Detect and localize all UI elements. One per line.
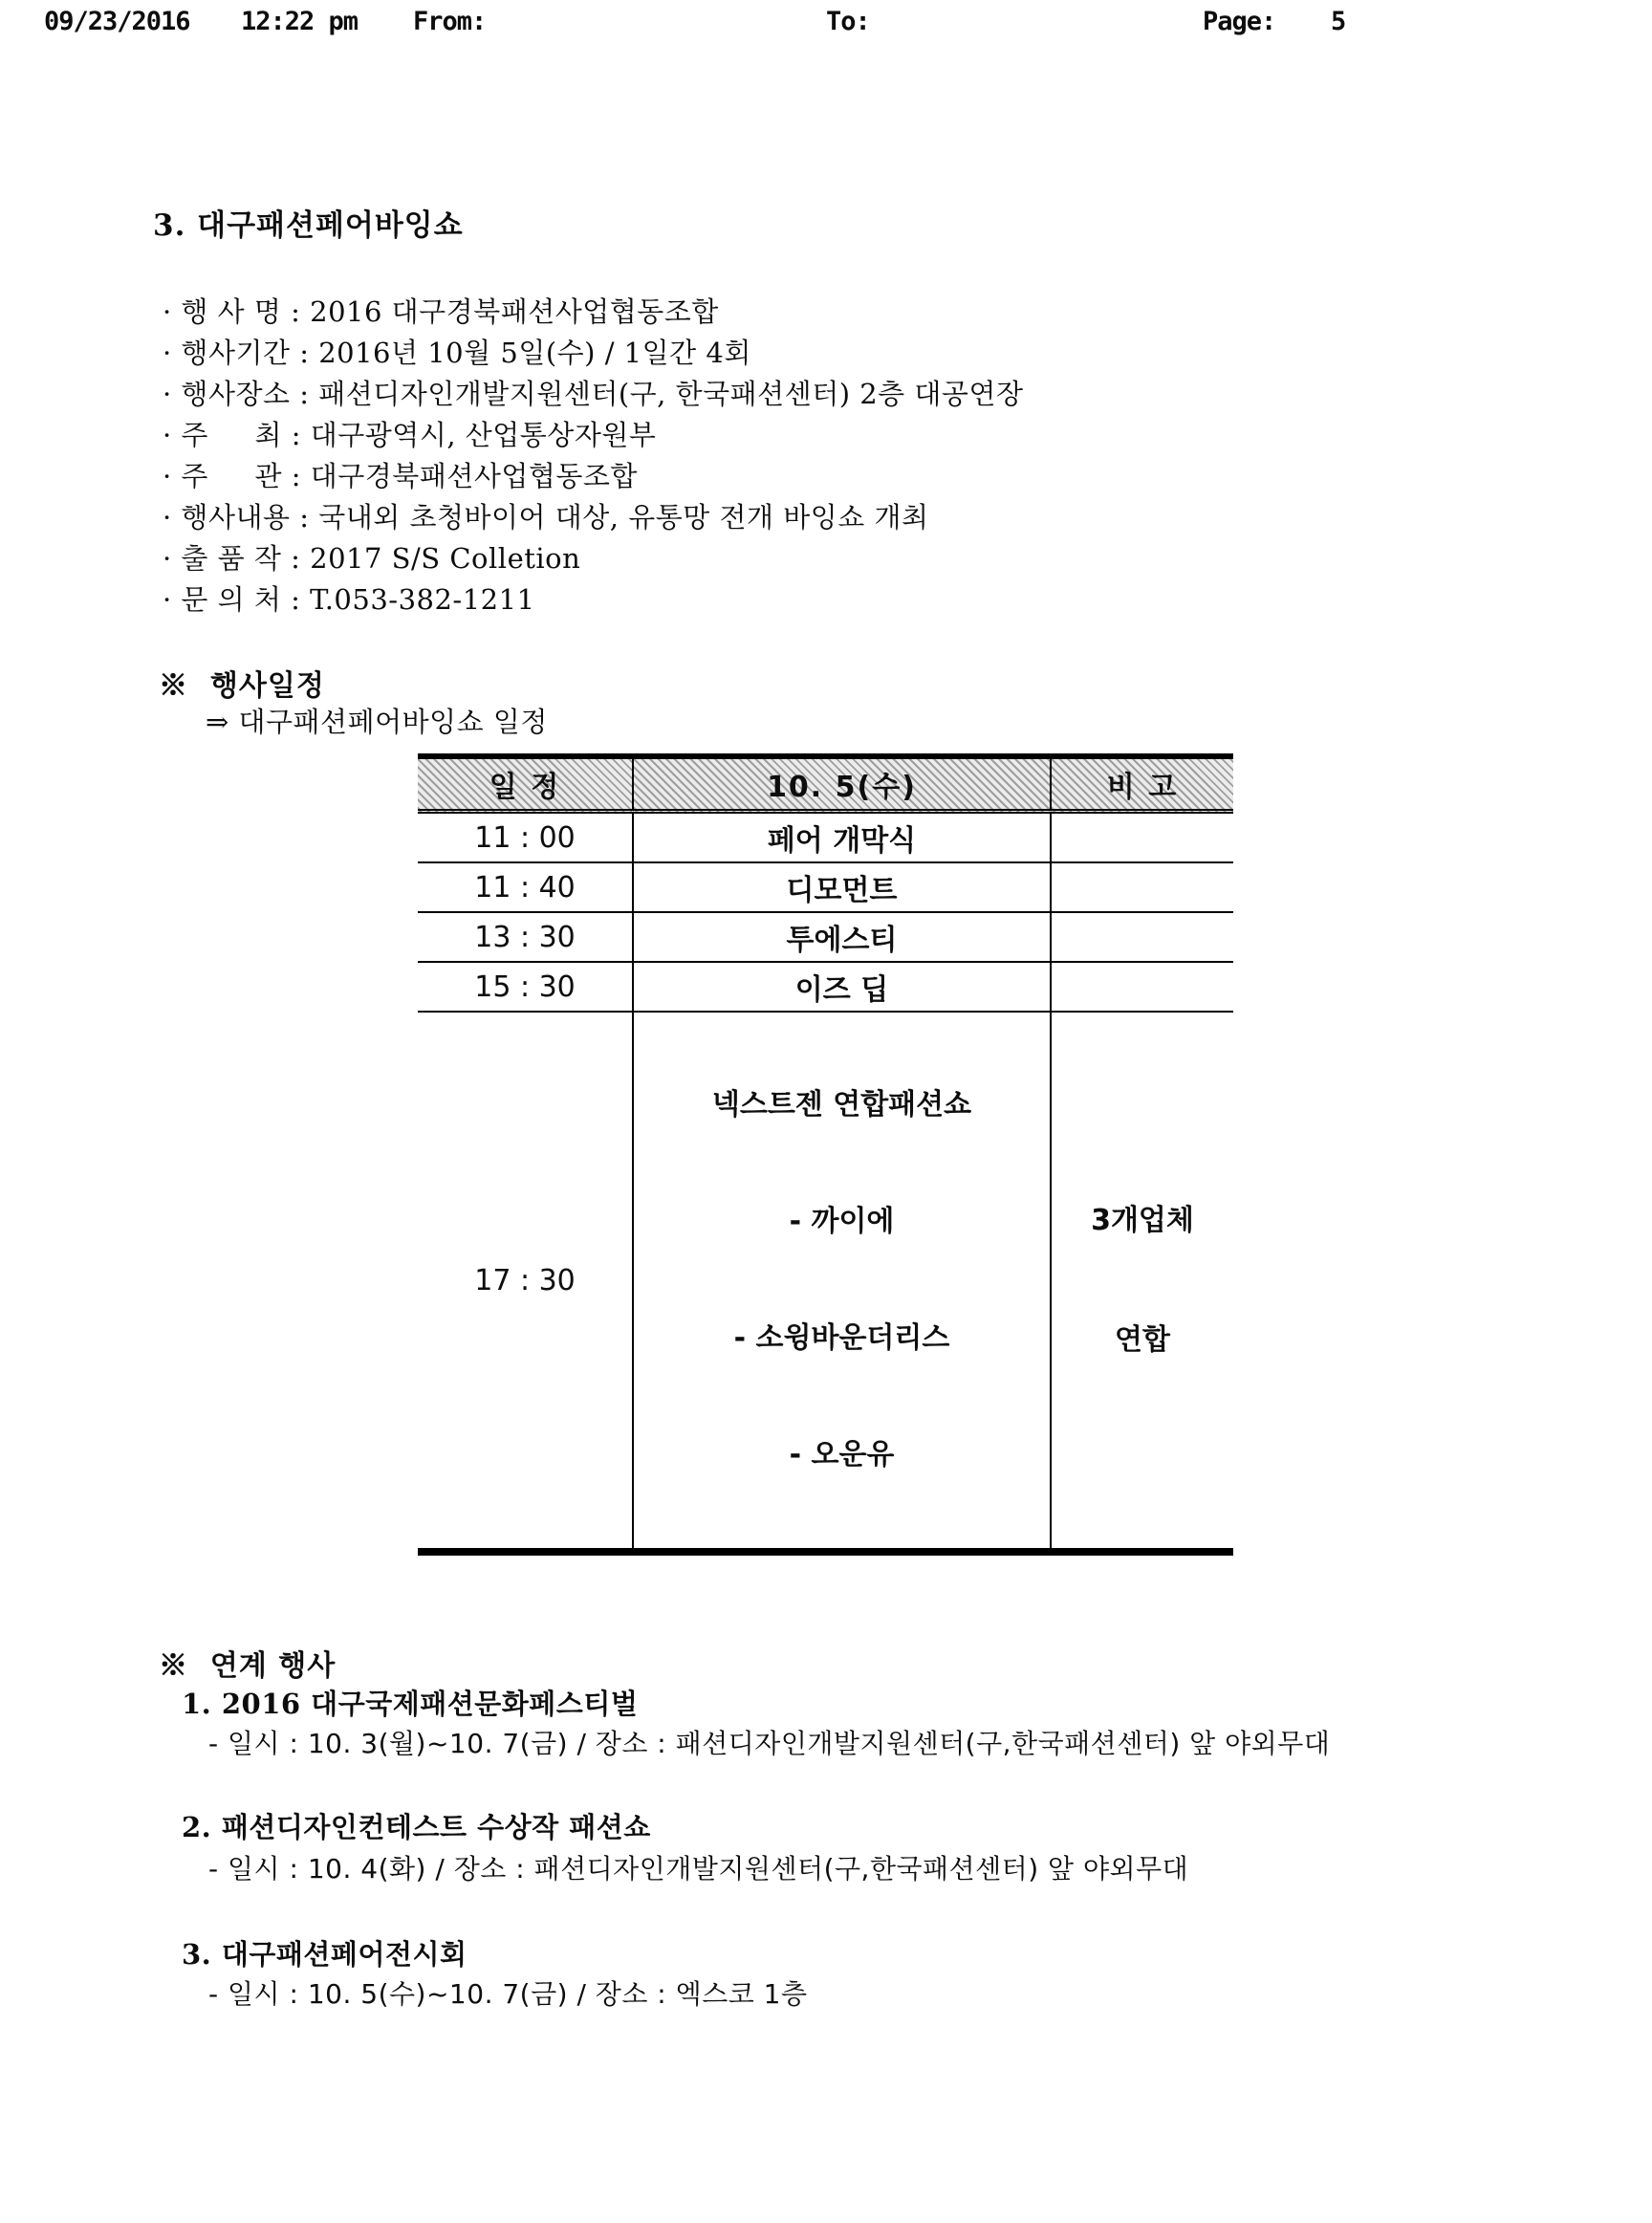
table-row xyxy=(418,962,1233,1012)
event-details-list xyxy=(163,292,1023,621)
fax-from-label: From: xyxy=(413,7,487,36)
note-line: 3개업체 xyxy=(1091,1204,1194,1237)
time-cell: 13 : 30 xyxy=(418,912,633,962)
fax-to-label: To: xyxy=(826,7,870,36)
schedule-subheading: ⇒ 대구패션페어바잉쇼 일정 xyxy=(206,706,548,738)
time-cell: 15 : 30 xyxy=(418,962,633,1012)
detail-line-event-content: · 행사내용 : 국내외 초청바이어 대상, 유통망 전개 바잉쇼 개최 xyxy=(163,501,929,534)
time-cell: 17 : 30 xyxy=(474,1263,576,1297)
related-item-detail: - 일시 : 10. 5(수)~10. 7(금) / 장소 : 엑스코 1층 xyxy=(208,1978,808,2010)
detail-line-organizer: · 주 관 : 대구경북패션사업협동조합 xyxy=(163,460,638,492)
fax-time: 12:22 pm xyxy=(241,7,359,36)
header-cell-time: 일 정 xyxy=(418,756,633,812)
schedule-table xyxy=(418,753,1233,1556)
table-row xyxy=(418,1012,1233,1552)
related-item-title: 1. 2016 대구국제패션문화페스티벌 xyxy=(182,1688,639,1720)
event-cell: 디모먼트 xyxy=(633,862,1051,912)
event-cell: 페어 개막식 xyxy=(633,812,1051,863)
detail-line-exhibit: · 출 품 작 : 2017 S/S Colletion xyxy=(163,542,581,575)
header-cell-date: 10. 5(수) xyxy=(633,756,1051,812)
event-cell: 이즈 딥 xyxy=(633,962,1051,1012)
table-row xyxy=(418,812,1233,863)
detail-line-event-name: · 행 사 명 : 2016 대구경북패션사업협동조합 xyxy=(163,295,719,328)
fax-page-label: Page: xyxy=(1203,7,1276,36)
detail-line-event-period: · 행사기간 : 2016년 10월 5일(수) / 1일간 4회 xyxy=(163,337,751,369)
note-line: 연합 xyxy=(1115,1323,1170,1357)
event-line: - 까이에 xyxy=(789,1205,895,1238)
event-line: - 소윙바운더리스 xyxy=(733,1321,950,1355)
time-cell: 11 : 40 xyxy=(418,862,633,912)
related-item-title: 3. 대구패션페어전시회 xyxy=(182,1938,467,1971)
related-item-detail: - 일시 : 10. 4(화) / 장소 : 패션디자인개발지원센터(구,한국패션센터) 앞 야외무대 xyxy=(208,1853,1189,1885)
table-row xyxy=(418,862,1233,912)
event-line: 넥스트젠 연합패션쇼 xyxy=(711,1088,972,1122)
note-cell xyxy=(1051,912,1233,962)
fax-page-number: 5 xyxy=(1331,7,1346,36)
note-cell xyxy=(1051,962,1233,1012)
event-cell xyxy=(633,1012,1051,1552)
related-section-heading: ※ 연계 행사 xyxy=(159,1649,337,1683)
detail-line-event-place: · 행사장소 : 패션디자인개발지원센터(구, 한국패션센터) 2층 대공연장 xyxy=(163,378,1024,410)
fax-date: 09/23/2016 xyxy=(44,7,190,36)
detail-line-host: · 주 최 : 대구광역시, 산업통상자원부 xyxy=(163,419,657,451)
related-item-detail: - 일시 : 10. 3(월)~10. 7(금) / 장소 : 패션디자인개발지원센터(구,한국패션센터) 앞 야외무대 xyxy=(208,1728,1331,1759)
event-line: - 오운유 xyxy=(789,1438,895,1471)
detail-line-contact: · 문 의 처 : T.053-382-1211 xyxy=(163,583,535,616)
header-cell-note: 비 고 xyxy=(1051,756,1233,812)
document-title: 3. 대구패션페어바잉쇼 xyxy=(153,208,464,243)
time-cell: 11 : 00 xyxy=(418,812,633,863)
related-item-title: 2. 패션디자인컨테스트 수상작 패션쇼 xyxy=(182,1811,651,1843)
note-cell xyxy=(1051,862,1233,912)
note-cell xyxy=(1051,1012,1233,1552)
note-cell xyxy=(1051,812,1233,863)
table-row xyxy=(418,912,1233,962)
event-cell: 투에스티 xyxy=(633,912,1051,962)
table-header-row xyxy=(418,756,1233,812)
schedule-section-heading: ※ 행사일정 xyxy=(159,669,325,703)
